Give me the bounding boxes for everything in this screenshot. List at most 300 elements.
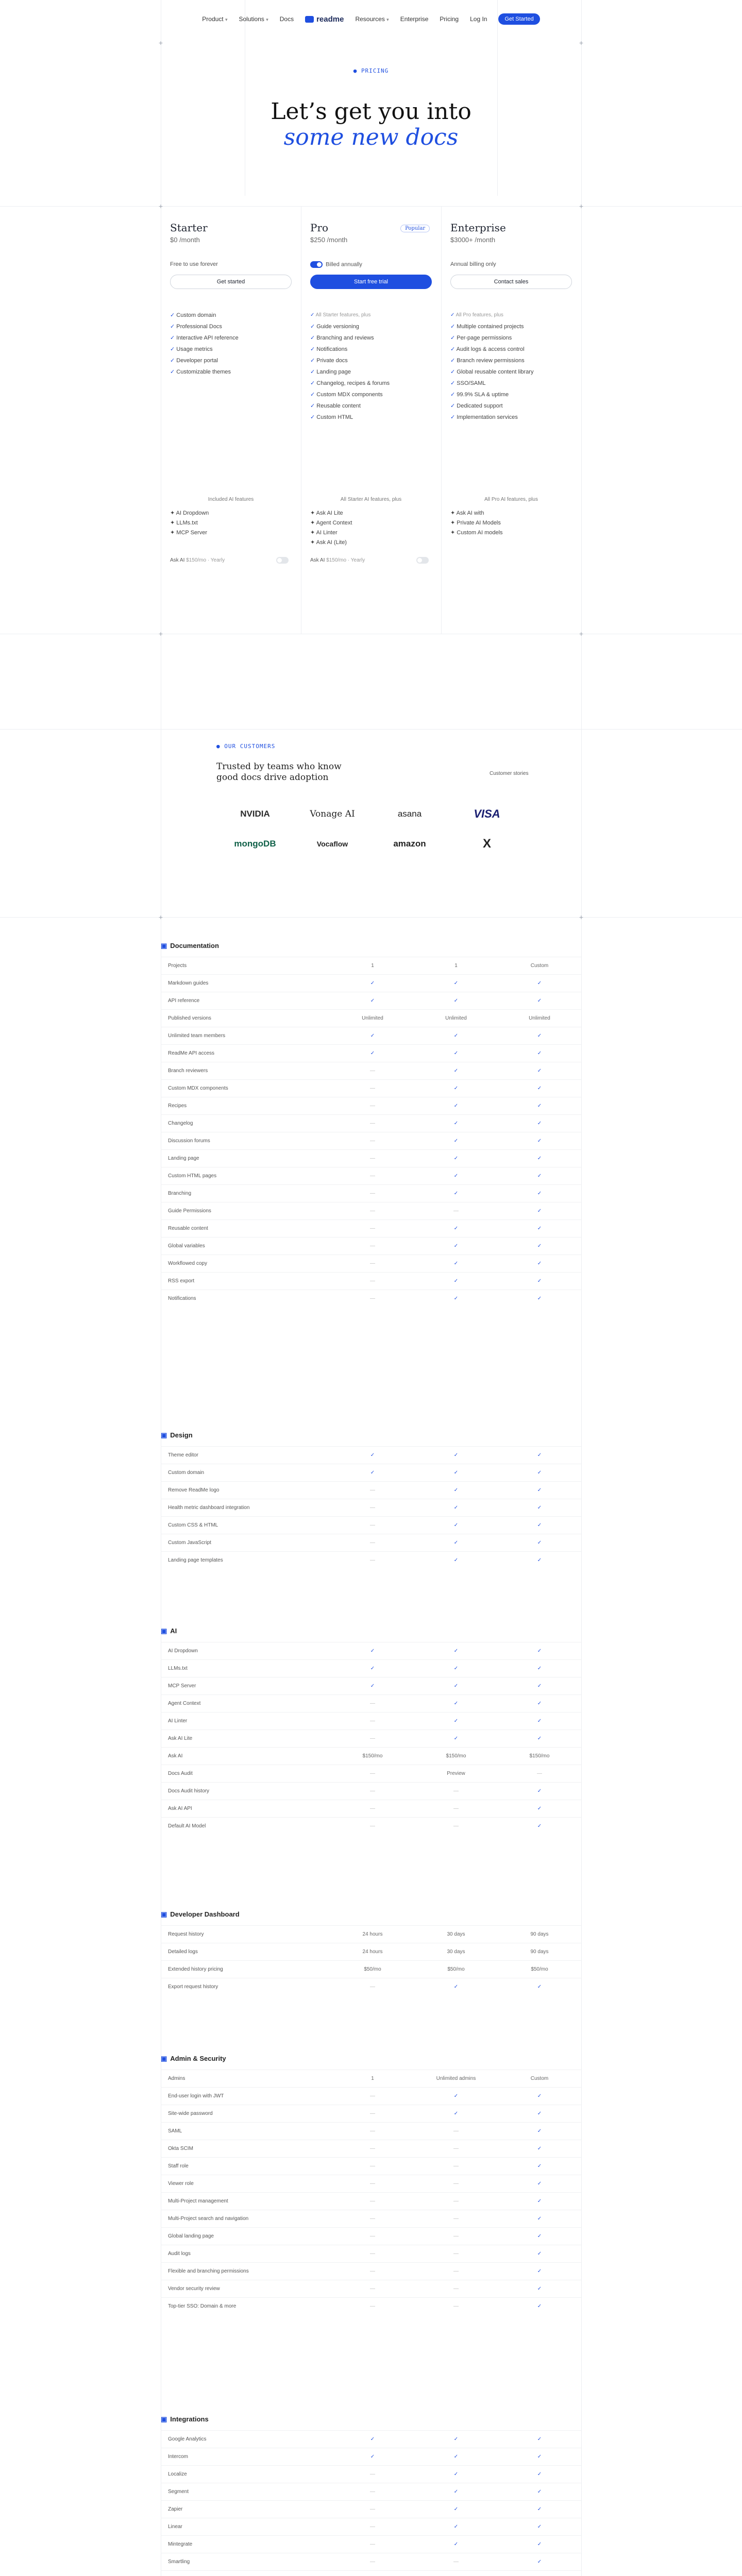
plan-value: ✓	[453, 1470, 459, 1476]
plan-value: ✓	[453, 1296, 459, 1301]
feature: ✓ Branching and reviews	[310, 332, 432, 344]
plan-value: ✓	[537, 1701, 542, 1706]
table-row	[161, 1534, 581, 1551]
billing-toggle[interactable]: Billed annually	[310, 261, 432, 275]
plans	[161, 222, 581, 423]
grid-line	[497, 0, 498, 196]
table-row	[161, 1694, 581, 1712]
plan-value: —	[370, 1505, 375, 1511]
plan-value: ✓	[537, 998, 542, 1004]
plan-enterprise	[441, 222, 581, 423]
feature-name: Export request history	[168, 1984, 218, 1990]
feature-name: Ask AI Lite	[168, 1736, 193, 1741]
plan-value: ✓	[537, 1806, 542, 1811]
plan-value: 30 days	[447, 1931, 465, 1937]
plan-value: ✓	[453, 1050, 459, 1056]
table-row	[161, 1464, 581, 1481]
feature-name: Landing page templates	[168, 1557, 223, 1563]
feature-name: MCP Server	[168, 1683, 196, 1689]
feature-name: Notifications	[168, 1296, 196, 1301]
feature-name: End-user login with JWT	[168, 2093, 224, 2099]
plan-value: ✓	[370, 998, 375, 1004]
section-title: ▣ Developer Dashboard	[161, 1910, 240, 1918]
contact-sales-button[interactable]: Contact sales	[450, 275, 572, 289]
section-title: ▣ Design	[161, 1431, 193, 1439]
customer-stories-link[interactable]: Customer stories	[490, 771, 529, 776]
plan-value: $50/mo	[531, 1967, 548, 1972]
customers-title: Trusted by teams who know good docs drive adoption	[216, 761, 342, 783]
plan-value: 24 hours	[362, 1931, 383, 1937]
ask-ai-addon: Ask AI $150/mo · Yearly	[310, 555, 432, 565]
addon-item: ✦ Ask AI Lite	[310, 510, 343, 516]
table-row	[161, 2448, 581, 2465]
plan-value: ✓	[537, 1121, 542, 1126]
feature-name: Staff role	[168, 2163, 189, 2169]
plan-value: —	[370, 1736, 375, 1741]
toggle-icon[interactable]	[416, 557, 429, 564]
table-row	[161, 2227, 581, 2245]
plan-value: ✓	[453, 1701, 459, 1706]
feature-name: Request history	[168, 1931, 204, 1937]
table-row	[161, 1062, 581, 1079]
plan-value: —	[453, 2146, 459, 2151]
plan-value: ✓	[537, 1984, 542, 1990]
chevron-down-icon: ▾	[225, 17, 228, 22]
table-row	[161, 2500, 581, 2518]
plan-value: —	[370, 2111, 375, 2116]
plan-value: —	[370, 2489, 375, 2495]
plan-value: ✓	[453, 980, 459, 986]
feature-name: AI Linter	[168, 1718, 188, 1724]
plan-value: —	[370, 2506, 375, 2512]
feature-name: Ask AI API	[168, 1806, 192, 1811]
plan-value: ✓	[537, 2111, 542, 2116]
plan-value: ✓	[370, 1452, 375, 1458]
vonage-logo: Vonage AI	[310, 809, 355, 819]
table-row	[161, 2430, 581, 2448]
plan-value: ✓	[537, 2541, 542, 2547]
table-row	[161, 2535, 581, 2553]
table-row	[161, 1446, 581, 1464]
addon-enterprise	[441, 495, 581, 565]
compare-section	[161, 1904, 581, 1995]
cross-mark: +	[579, 39, 584, 47]
feature-name: Custom JavaScript	[168, 1540, 211, 1546]
popular-badge: Popular	[400, 225, 430, 232]
page-title: Let’s get you into some new docs	[271, 98, 471, 150]
plan-value: ✓	[370, 1666, 375, 1671]
plan-value: 1	[371, 2076, 374, 2081]
cross-mark: +	[158, 39, 163, 47]
feature: ✓ Custom HTML	[310, 412, 432, 423]
feature-name: Published versions	[168, 1015, 211, 1021]
plan-value: —	[370, 2163, 375, 2169]
plan-value: —	[370, 1984, 375, 1990]
vocaflow-logo: Vocaflow	[316, 840, 348, 848]
plan-value: —	[453, 2303, 459, 2309]
feature-name: Viewer role	[168, 2181, 194, 2187]
plan-value: ✓	[453, 1243, 459, 1249]
plan-value: Unlimited	[445, 1015, 467, 1021]
feature-name: Custom HTML pages	[168, 1173, 217, 1179]
plan-value: —	[370, 1487, 375, 1493]
table-row	[161, 2070, 581, 2087]
table-row	[161, 2297, 581, 2315]
plan-value: —	[453, 2268, 459, 2274]
table-row	[161, 1730, 581, 1747]
plan-value: ✓	[537, 2093, 542, 2099]
feature: ✓ Changelog, recipes & forums	[310, 378, 432, 389]
plan-value: ✓	[537, 1261, 542, 1266]
feature-name: Branching	[168, 1191, 192, 1196]
plan-value: —	[453, 2128, 459, 2134]
plan-value: 1	[454, 963, 458, 969]
feature-name: Custom CSS & HTML	[168, 1522, 218, 1528]
plan-value: 90 days	[530, 1931, 549, 1937]
plan-value: —	[370, 2233, 375, 2239]
section-title: ▣ AI	[161, 1627, 177, 1635]
cross-mark: +	[158, 202, 163, 210]
plan-value: Custom	[530, 2076, 549, 2081]
plan-value: ✓	[537, 2233, 542, 2239]
plan-value: ✓	[537, 1086, 542, 1091]
compare-section	[161, 935, 581, 1307]
plan-value: ✓	[537, 1103, 542, 1109]
feature: ✓ Custom MDX components	[310, 389, 432, 400]
plan-value: —	[453, 1823, 459, 1829]
plan-value: $150/mo	[362, 1753, 383, 1759]
plan-value: 1	[371, 963, 374, 969]
table-row	[161, 1642, 581, 1659]
plan-value: —	[370, 1156, 375, 1161]
grid-line	[0, 206, 742, 207]
plan-value: ✓	[453, 2489, 459, 2495]
table-row	[161, 2157, 581, 2175]
plan-value: ✓	[537, 1068, 542, 1074]
plan-value: ✓	[537, 2559, 542, 2565]
table-row	[161, 957, 581, 974]
plan-value: —	[370, 1261, 375, 1266]
grid-line	[581, 0, 582, 2576]
feature: ✓ Usage metrics	[170, 344, 292, 355]
plan-value: ✓	[453, 2541, 459, 2547]
feature-list	[450, 310, 572, 423]
plan-price: $3000+ /month	[450, 236, 496, 244]
feature-name: Mintegrate	[168, 2541, 193, 2547]
ask-ai-addon: Ask AI $150/mo · Yearly	[170, 555, 292, 565]
chevron-down-icon: ▾	[386, 17, 389, 22]
feature: ✓ Interactive API reference	[170, 332, 292, 344]
plan-value: ✓	[453, 1718, 459, 1724]
table-row	[161, 1677, 581, 1694]
feature-name: Ask AI	[168, 1753, 183, 1759]
plan-pro	[301, 222, 441, 423]
plan-value: —	[370, 2286, 375, 2292]
pricing-tag: ● PRICING	[353, 67, 389, 74]
grid-line	[0, 917, 742, 918]
table-row	[161, 1712, 581, 1730]
table-row	[161, 1219, 581, 1237]
nav-login[interactable]: Log In	[470, 15, 487, 23]
customer-logos	[216, 806, 526, 852]
feature-name: Default AI Model	[168, 1823, 206, 1829]
feature: ✓ Reusable content	[310, 400, 432, 412]
plan-value: —	[370, 1086, 375, 1091]
nav-product[interactable]: Product ▾	[202, 15, 228, 23]
plan-value: ✓	[370, 2436, 375, 2442]
plan-value: —	[370, 2128, 375, 2134]
table-row	[161, 1290, 581, 1307]
section-icon: ▣	[161, 1910, 167, 1918]
plan-value: ✓	[537, 1505, 542, 1511]
plan-value: ✓	[537, 1243, 542, 1249]
plan-value: ✓	[453, 2506, 459, 2512]
plan-value: ✓	[453, 1505, 459, 1511]
addon-item: ✦ LLMs.txt	[170, 520, 198, 526]
feature-name: Site-wide password	[168, 2111, 213, 2116]
feature-name: Linear	[168, 2524, 182, 2530]
plan-desc: Free to use forever	[170, 261, 218, 267]
plan-value: ✓	[453, 1121, 459, 1126]
table-row	[161, 1027, 581, 1044]
feature-list	[310, 310, 432, 423]
plan-value: ✓	[453, 1226, 459, 1231]
table-row	[161, 1516, 581, 1534]
plan-value: ✓	[537, 1226, 542, 1231]
plan-value: ✓	[537, 2286, 542, 2292]
plan-value: ✓	[537, 1033, 542, 1039]
table-row	[161, 1817, 581, 1835]
table-row	[161, 2465, 581, 2483]
table-row	[161, 1800, 581, 1817]
plan-price: $250 /month	[310, 236, 348, 244]
feature-heading: ✓ All Pro features, plus	[450, 310, 572, 321]
table-row	[161, 2570, 581, 2576]
feature-name: Landing page	[168, 1156, 199, 1161]
plan-value: —	[370, 1173, 375, 1179]
feature-name: Remove ReadMe logo	[168, 1487, 220, 1493]
customers-tag: ● OUR CUSTOMERS	[216, 743, 276, 750]
feature-name: Detailed logs	[168, 1949, 198, 1955]
plan-value: ✓	[537, 1648, 542, 1654]
feature-name: Localize	[168, 2471, 187, 2477]
plan-value: Unlimited	[362, 1015, 383, 1021]
feature-name: Okta SCIM	[168, 2146, 193, 2151]
feature-name: Custom MDX components	[168, 1086, 228, 1091]
table-row	[161, 1114, 581, 1132]
plan-value: ✓	[537, 1683, 542, 1689]
table-row	[161, 1272, 581, 1290]
feature-name: Reusable content	[168, 1226, 208, 1231]
table-row	[161, 2192, 581, 2210]
plan-value: ✓	[537, 1050, 542, 1056]
plan-value: —	[370, 1121, 375, 1126]
nav-docs[interactable]: Docs	[279, 15, 294, 23]
addon-heading: Included AI features	[208, 497, 254, 502]
plan-value: ✓	[453, 1068, 459, 1074]
feature-name: Discussion forums	[168, 1138, 210, 1144]
table-row	[161, 1925, 581, 1943]
plan-value: ✓	[453, 1086, 459, 1091]
plan-value: ✓	[537, 1788, 542, 1794]
section-icon: ▣	[161, 1627, 167, 1635]
plan-value: ✓	[537, 2181, 542, 2187]
plan-value: ✓	[537, 2471, 542, 2477]
table-row	[161, 1097, 581, 1114]
plan-value: —	[453, 1208, 459, 1214]
plan-value: —	[370, 1806, 375, 1811]
feature-list	[170, 310, 292, 378]
feature-name: Intercom	[168, 2454, 188, 2460]
addon-item: ✦ Ask AI (Lite)	[310, 539, 347, 546]
addon-item: ✦ MCP Server	[170, 530, 207, 536]
table-row	[161, 2175, 581, 2192]
plan-name: Enterprise	[450, 222, 506, 234]
plan-value: —	[370, 1191, 375, 1196]
addon-item: ✦ Agent Context	[310, 520, 352, 526]
addon-pro	[301, 495, 441, 565]
plan-value: —	[370, 1540, 375, 1546]
plan-value: ✓	[370, 1683, 375, 1689]
cross-mark: +	[579, 913, 584, 921]
plan-value: ✓	[537, 1191, 542, 1196]
feature-name: API reference	[168, 998, 200, 1004]
nav-enterprise[interactable]: Enterprise	[400, 15, 429, 23]
feature-name: Zapier	[168, 2506, 183, 2512]
plan-value: ✓	[370, 1050, 375, 1056]
plan-value: —	[370, 2181, 375, 2187]
plan-value: —	[370, 2093, 375, 2099]
addon-starter	[161, 495, 301, 565]
plan-value: —	[370, 1278, 375, 1284]
plan-value: —	[453, 2251, 459, 2257]
plan-value: —	[370, 1522, 375, 1528]
plan-value: —	[370, 2303, 375, 2309]
table-row	[161, 2280, 581, 2297]
feature: ✓ Notifications	[310, 344, 432, 355]
plan-value: ✓	[453, 1033, 459, 1039]
feature-name: Google Analytics	[168, 2436, 207, 2442]
plan-value: —	[370, 1718, 375, 1724]
plan-value: ✓	[453, 1683, 459, 1689]
feature-name: Workflowed copy	[168, 1261, 207, 1266]
plan-value: —	[370, 1138, 375, 1144]
feature: ✓ Implementation services	[450, 412, 572, 423]
plan-value: —	[453, 2163, 459, 2169]
ai-addons	[161, 495, 581, 565]
start-trial-button[interactable]: Start free trial	[310, 275, 432, 289]
plan-value: ✓	[453, 2524, 459, 2530]
table-row	[161, 1659, 581, 1677]
feature-name: Extended history pricing	[168, 1967, 223, 1972]
plan-value: ✓	[537, 1470, 542, 1476]
section-title: ▣ Documentation	[161, 942, 219, 950]
feature-name: AI Dropdown	[168, 1648, 198, 1654]
plan-value: ✓	[537, 1736, 542, 1741]
plan-value: —	[370, 1103, 375, 1109]
feature-name: Markdown guides	[168, 980, 209, 986]
plan-value: ✓	[537, 2436, 542, 2442]
addon-item: ✦ Private AI Models	[450, 520, 501, 526]
plan-value: —	[370, 2524, 375, 2530]
plan-value: Preview	[447, 1771, 465, 1776]
amazon-logo: amazon	[393, 839, 426, 849]
feature: ✓ Audit logs & access control	[450, 344, 572, 355]
feature-name: Multi-Project search and navigation	[168, 2216, 249, 2222]
plan-value: —	[370, 2559, 375, 2565]
plan-value: Custom	[530, 963, 549, 969]
top-nav	[0, 11, 742, 27]
table-row	[161, 2087, 581, 2105]
plan-value: ✓	[537, 2268, 542, 2274]
plan-value: ✓	[453, 1156, 459, 1161]
plan-value: ✓	[370, 1033, 375, 1039]
nav-solutions[interactable]: Solutions ▾	[239, 15, 268, 23]
plan-value: 24 hours	[362, 1949, 383, 1955]
table-row	[161, 1184, 581, 1202]
plan-value: ✓	[537, 1452, 542, 1458]
table-row	[161, 1960, 581, 1978]
get-started-button[interactable]: Get Started	[498, 13, 539, 25]
plan-value: —	[453, 2233, 459, 2239]
plan-value: ✓	[537, 1718, 542, 1724]
feature-name: Flexible and branching permissions	[168, 2268, 249, 2274]
mongodb-logo: mongoDB	[234, 839, 276, 849]
table-row	[161, 1747, 581, 1765]
table-row	[161, 1237, 581, 1255]
visa-logo: VISA	[474, 807, 500, 820]
feature: ✓ SSO/SAML	[450, 378, 572, 389]
feature-name: Audit logs	[168, 2251, 191, 2257]
plan-value: 30 days	[447, 1949, 465, 1955]
toggle-icon[interactable]	[276, 557, 289, 564]
feature-heading: ✓ All Starter features, plus	[310, 310, 432, 321]
nav-resources[interactable]: Resources ▾	[355, 15, 389, 23]
feature-name: Unlimited team members	[168, 1033, 226, 1039]
addon-item: ✦ AI Dropdown	[170, 510, 209, 516]
plan-starter	[161, 222, 301, 423]
plan-value: ✓	[537, 1522, 542, 1528]
table-row	[161, 1943, 581, 1960]
plan-value: ✓	[537, 2163, 542, 2169]
toggle-icon[interactable]	[310, 261, 323, 268]
feature-name: LLMs.txt	[168, 1666, 188, 1671]
plan-value: —	[370, 1771, 375, 1776]
cross-mark: +	[158, 630, 163, 638]
plan-value: ✓	[537, 1278, 542, 1284]
plan-button[interactable]: Get started	[170, 275, 292, 289]
plan-value: ✓	[537, 1557, 542, 1563]
plan-value: ✓	[453, 2093, 459, 2099]
feature-name: Recipes	[168, 1103, 187, 1109]
plan-value: ✓	[537, 1138, 542, 1144]
table-row	[161, 1079, 581, 1097]
plan-value: ✓	[453, 1261, 459, 1266]
plan-value: ✓	[537, 1156, 542, 1161]
table-row	[161, 2518, 581, 2535]
plan-value: ✓	[537, 2198, 542, 2204]
plan-value: —	[370, 1788, 375, 1794]
nvidia-logo: NVIDIA	[240, 809, 270, 819]
feature-name: Health metric dashboard integration	[168, 1505, 250, 1511]
plan-value: ✓	[537, 2489, 542, 2495]
feature-name: Theme editor	[168, 1452, 198, 1458]
plan-value: ✓	[453, 1452, 459, 1458]
plan-value: ✓	[537, 1823, 542, 1829]
cross-mark: +	[158, 913, 163, 921]
nav-pricing[interactable]: Pricing	[440, 15, 459, 23]
brand-logo[interactable]: readme	[305, 15, 344, 24]
